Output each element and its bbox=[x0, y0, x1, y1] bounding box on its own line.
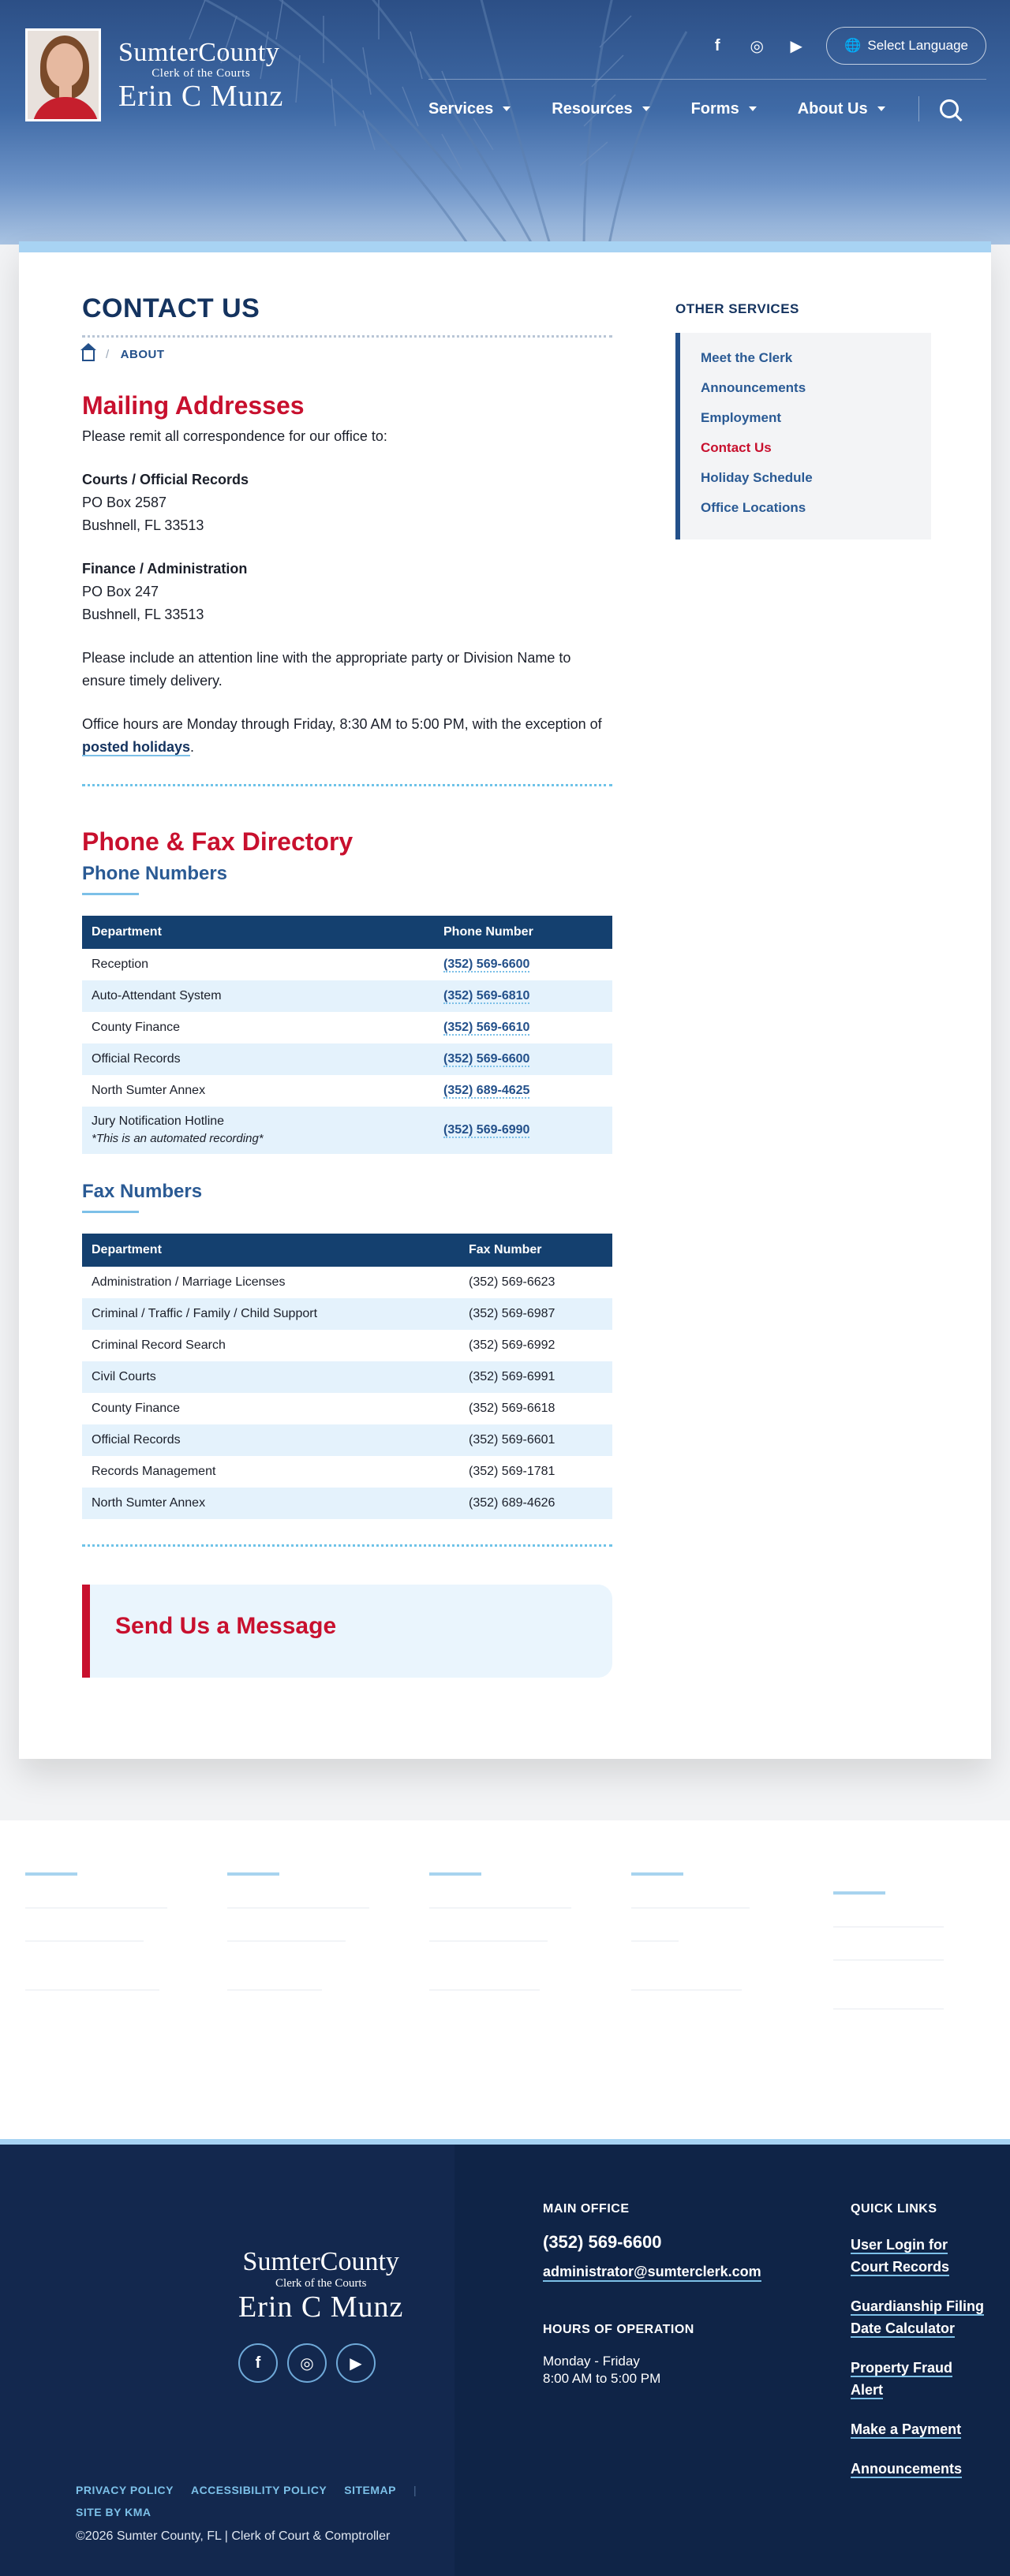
phone-dept: Auto-Attendant System bbox=[82, 980, 434, 1012]
finance-address bbox=[82, 558, 612, 626]
chevron-down-icon bbox=[749, 106, 757, 111]
phone-dept: North Sumter Annex bbox=[92, 1084, 206, 1097]
header-divider bbox=[428, 79, 986, 80]
footer-phone-link[interactable]: (352) 569-6600 bbox=[543, 2232, 662, 2252]
fax-col-department: Department bbox=[82, 1234, 459, 1267]
links-separator: | bbox=[413, 2484, 417, 2496]
quick-link-user-login[interactable]: User Login for Court Records bbox=[851, 2237, 950, 2275]
fax-numbers-heading: Fax Numbers bbox=[82, 1181, 203, 1202]
phone-dept: County Finance bbox=[92, 1021, 181, 1034]
footer-brand-name: Erin C Munz bbox=[238, 2290, 404, 2324]
chevron-down-icon bbox=[503, 106, 511, 111]
page-title: CONTACT US bbox=[82, 293, 260, 323]
search-icon[interactable] bbox=[940, 99, 959, 118]
chevron-down-icon bbox=[642, 106, 650, 111]
placeholder-column bbox=[631, 1872, 750, 1991]
section-divider bbox=[82, 784, 612, 786]
sidebar-heading: OTHER SERVICES bbox=[675, 301, 799, 316]
hours-text bbox=[543, 2353, 780, 2387]
footer-quick-links bbox=[851, 2202, 985, 2480]
table-row bbox=[82, 949, 612, 980]
facebook-icon[interactable]: f bbox=[714, 36, 720, 54]
site-by-link[interactable]: SITE BY KMA bbox=[76, 2506, 152, 2518]
quick-link-announcements[interactable]: Announcements bbox=[851, 2461, 963, 2477]
heading-underline bbox=[82, 893, 139, 895]
footer-email-link[interactable]: administrator@sumterclerk.com bbox=[543, 2264, 761, 2282]
courts-address-line1: PO Box 2587 bbox=[82, 495, 167, 510]
brand-subtitle: Clerk of the Courts bbox=[152, 66, 251, 80]
section-divider bbox=[82, 1544, 612, 1547]
hours-heading: HOURS OF OPERATION bbox=[543, 2323, 694, 2336]
table-row: Criminal Record Search (352) 569-6992 bbox=[92, 1338, 556, 1352]
footer-social bbox=[238, 2343, 376, 2383]
chevron-down-icon bbox=[877, 106, 885, 111]
sidebar-item-holiday-schedule[interactable]: Holiday Schedule bbox=[701, 470, 813, 485]
courts-address-name: Courts / Official Records bbox=[82, 472, 249, 487]
facebook-icon[interactable]: f bbox=[238, 2343, 278, 2383]
office-hours-note: Office hours are Monday through Friday, 8:30 AM to 5:00 PM, with the exception of posted holidays. bbox=[82, 716, 602, 755]
hours-days: Monday - Friday bbox=[543, 2354, 640, 2369]
footer-logo[interactable] bbox=[238, 2249, 403, 2322]
placeholder-column bbox=[25, 1872, 167, 1991]
sitemap-link[interactable]: SITEMAP bbox=[344, 2484, 397, 2496]
phone-link[interactable]: (352) 569-6600 bbox=[443, 1052, 530, 1066]
sidebar-item-office-locations[interactable]: Office Locations bbox=[701, 500, 806, 515]
finance-address-name: Finance / Administration bbox=[82, 561, 248, 577]
footer-top-accent bbox=[0, 2139, 1010, 2145]
phone-dept: Jury Notification Hotline *This is an automated recording* bbox=[82, 1107, 434, 1154]
sidebar-item-announcements[interactable]: Announcements bbox=[701, 380, 806, 395]
nav-separator bbox=[918, 96, 919, 121]
footer-brand-subtitle: Clerk of the Courts bbox=[275, 2277, 367, 2290]
table-row bbox=[82, 1012, 612, 1043]
posted-holidays-link[interactable]: posted holidays bbox=[82, 739, 191, 755]
main-content bbox=[82, 293, 612, 1678]
privacy-policy-link[interactable]: PRIVACY POLICY bbox=[76, 2484, 174, 2496]
title-divider bbox=[82, 335, 612, 338]
fax-col-number: Fax Number bbox=[459, 1234, 612, 1267]
phone-table bbox=[82, 916, 612, 1154]
instagram-icon[interactable]: ◎ bbox=[750, 37, 764, 55]
globe-icon: 🌐 bbox=[844, 38, 862, 53]
quick-link-property-fraud-alert[interactable]: Property Fraud Alert bbox=[851, 2360, 953, 2398]
footer-contact bbox=[543, 2202, 780, 2387]
phone-dept: Reception bbox=[92, 958, 149, 971]
site-footer bbox=[0, 2139, 1010, 2576]
quick-link-make-a-payment[interactable]: Make a Payment bbox=[851, 2421, 962, 2437]
brand-name: Erin C Munz bbox=[118, 79, 284, 113]
footer-legal-links bbox=[76, 2484, 417, 2496]
courts-address-line2: Bushnell, FL 33513 bbox=[82, 517, 204, 533]
quick-links-heading: QUICK LINKS bbox=[851, 2202, 937, 2216]
copyright: ©2026 Sumter County, FL | Clerk of Court & Comptroller bbox=[76, 2529, 391, 2543]
finance-address-line1: PO Box 247 bbox=[82, 584, 159, 599]
courts-address bbox=[82, 469, 612, 537]
table-row: North Sumter Annex (352) 689-4626 bbox=[82, 1488, 612, 1519]
home-icon[interactable] bbox=[82, 350, 95, 361]
phone-link[interactable]: (352) 569-6990 bbox=[443, 1123, 530, 1137]
placeholder-column bbox=[833, 1891, 944, 2010]
phone-col-department: Department bbox=[82, 916, 434, 949]
breadcrumb bbox=[82, 347, 612, 361]
breadcrumb-about[interactable]: ABOUT bbox=[120, 347, 165, 361]
sidebar-item-meet-the-clerk[interactable]: Meet the Clerk bbox=[701, 350, 793, 365]
breadcrumb-separator: / bbox=[106, 347, 110, 361]
table-row bbox=[82, 980, 612, 1012]
table-row: County Finance (352) 569-6618 bbox=[92, 1402, 556, 1415]
clerk-portrait bbox=[25, 28, 101, 121]
table-row: Civil Courts (352) 569-6991 bbox=[82, 1361, 612, 1393]
table-row: Administration / Marriage Licenses (352) 569-6623 bbox=[92, 1275, 556, 1289]
sidebar-menu bbox=[675, 333, 931, 539]
phone-link[interactable]: (352) 569-6610 bbox=[443, 1021, 530, 1034]
quick-link-guardianship-calculator[interactable]: Guardianship Filing Date Calculator bbox=[851, 2298, 985, 2336]
attention-note: Please include an attention line with the appropriate party or Division Name to ensure timely delivery. bbox=[82, 650, 571, 689]
placeholder-column bbox=[429, 1872, 571, 1991]
site-logo[interactable] bbox=[25, 28, 283, 121]
select-language-label: Select Language bbox=[867, 38, 968, 53]
table-row: Records Management (352) 569-1781 bbox=[92, 1465, 556, 1478]
phone-col-number: Phone Number bbox=[434, 916, 612, 949]
phone-link[interactable]: (352) 689-4625 bbox=[443, 1084, 530, 1097]
mailing-intro: Please remit all correspondence for our office to: bbox=[82, 428, 387, 444]
nav-resources[interactable]: Resources bbox=[552, 100, 649, 118]
site-header bbox=[0, 0, 1010, 245]
phone-link[interactable]: (352) 569-6600 bbox=[443, 958, 530, 971]
accessibility-policy-link[interactable]: ACCESSIBILITY POLICY bbox=[190, 2484, 327, 2496]
footer-brand-county: SumterCounty bbox=[242, 2247, 399, 2276]
select-language-button[interactable] bbox=[826, 27, 986, 65]
table-row: Official Records (352) 569-6601 bbox=[82, 1424, 612, 1456]
fax-table bbox=[82, 1234, 612, 1519]
phone-numbers-heading: Phone Numbers bbox=[82, 863, 228, 884]
table-row: Criminal / Traffic / Family / Child Support (352) 569-6987 bbox=[82, 1298, 612, 1330]
content-card bbox=[19, 241, 991, 1759]
youtube-icon[interactable]: ▶ bbox=[790, 37, 802, 55]
nav-about-us[interactable]: About Us bbox=[798, 100, 885, 118]
finance-address-line2: Bushnell, FL 33513 bbox=[82, 607, 204, 622]
brand-wordmark bbox=[118, 39, 283, 111]
phone-link[interactable]: (352) 569-6810 bbox=[443, 989, 530, 1002]
header-utility-bar bbox=[708, 27, 986, 65]
brand-county: SumterCounty bbox=[118, 37, 280, 67]
mailing-heading: Mailing Addresses bbox=[82, 391, 305, 420]
sidebar-item-contact-us[interactable]: Contact Us bbox=[701, 440, 772, 455]
sidebar bbox=[675, 301, 931, 539]
hours-time: 8:00 AM to 5:00 PM bbox=[543, 2371, 661, 2386]
table-row bbox=[82, 1107, 612, 1154]
send-message-panel[interactable] bbox=[82, 1585, 612, 1678]
nav-forms[interactable]: Forms bbox=[691, 100, 757, 118]
prefooter-placeholder bbox=[0, 1820, 1010, 2139]
footer-brand-panel bbox=[0, 2145, 454, 2576]
instagram-icon[interactable]: ◎ bbox=[287, 2343, 327, 2383]
automated-recording-note: *This is an automated recording* bbox=[92, 1132, 264, 1145]
table-row bbox=[82, 1043, 612, 1075]
main-nav bbox=[428, 96, 959, 121]
sidebar-item-employment[interactable]: Employment bbox=[701, 410, 782, 425]
nav-services[interactable]: Services bbox=[428, 100, 511, 118]
placeholder-column bbox=[227, 1872, 369, 1991]
phone-dept: Official Records bbox=[82, 1043, 434, 1075]
youtube-icon[interactable]: ▶ bbox=[336, 2343, 376, 2383]
heading-underline bbox=[82, 1211, 139, 1213]
table-row bbox=[82, 1075, 612, 1107]
send-message-title: Send Us a Message bbox=[115, 1613, 337, 1639]
main-office-heading: MAIN OFFICE bbox=[543, 2202, 630, 2216]
directory-heading: Phone & Fax Directory bbox=[82, 827, 354, 856]
